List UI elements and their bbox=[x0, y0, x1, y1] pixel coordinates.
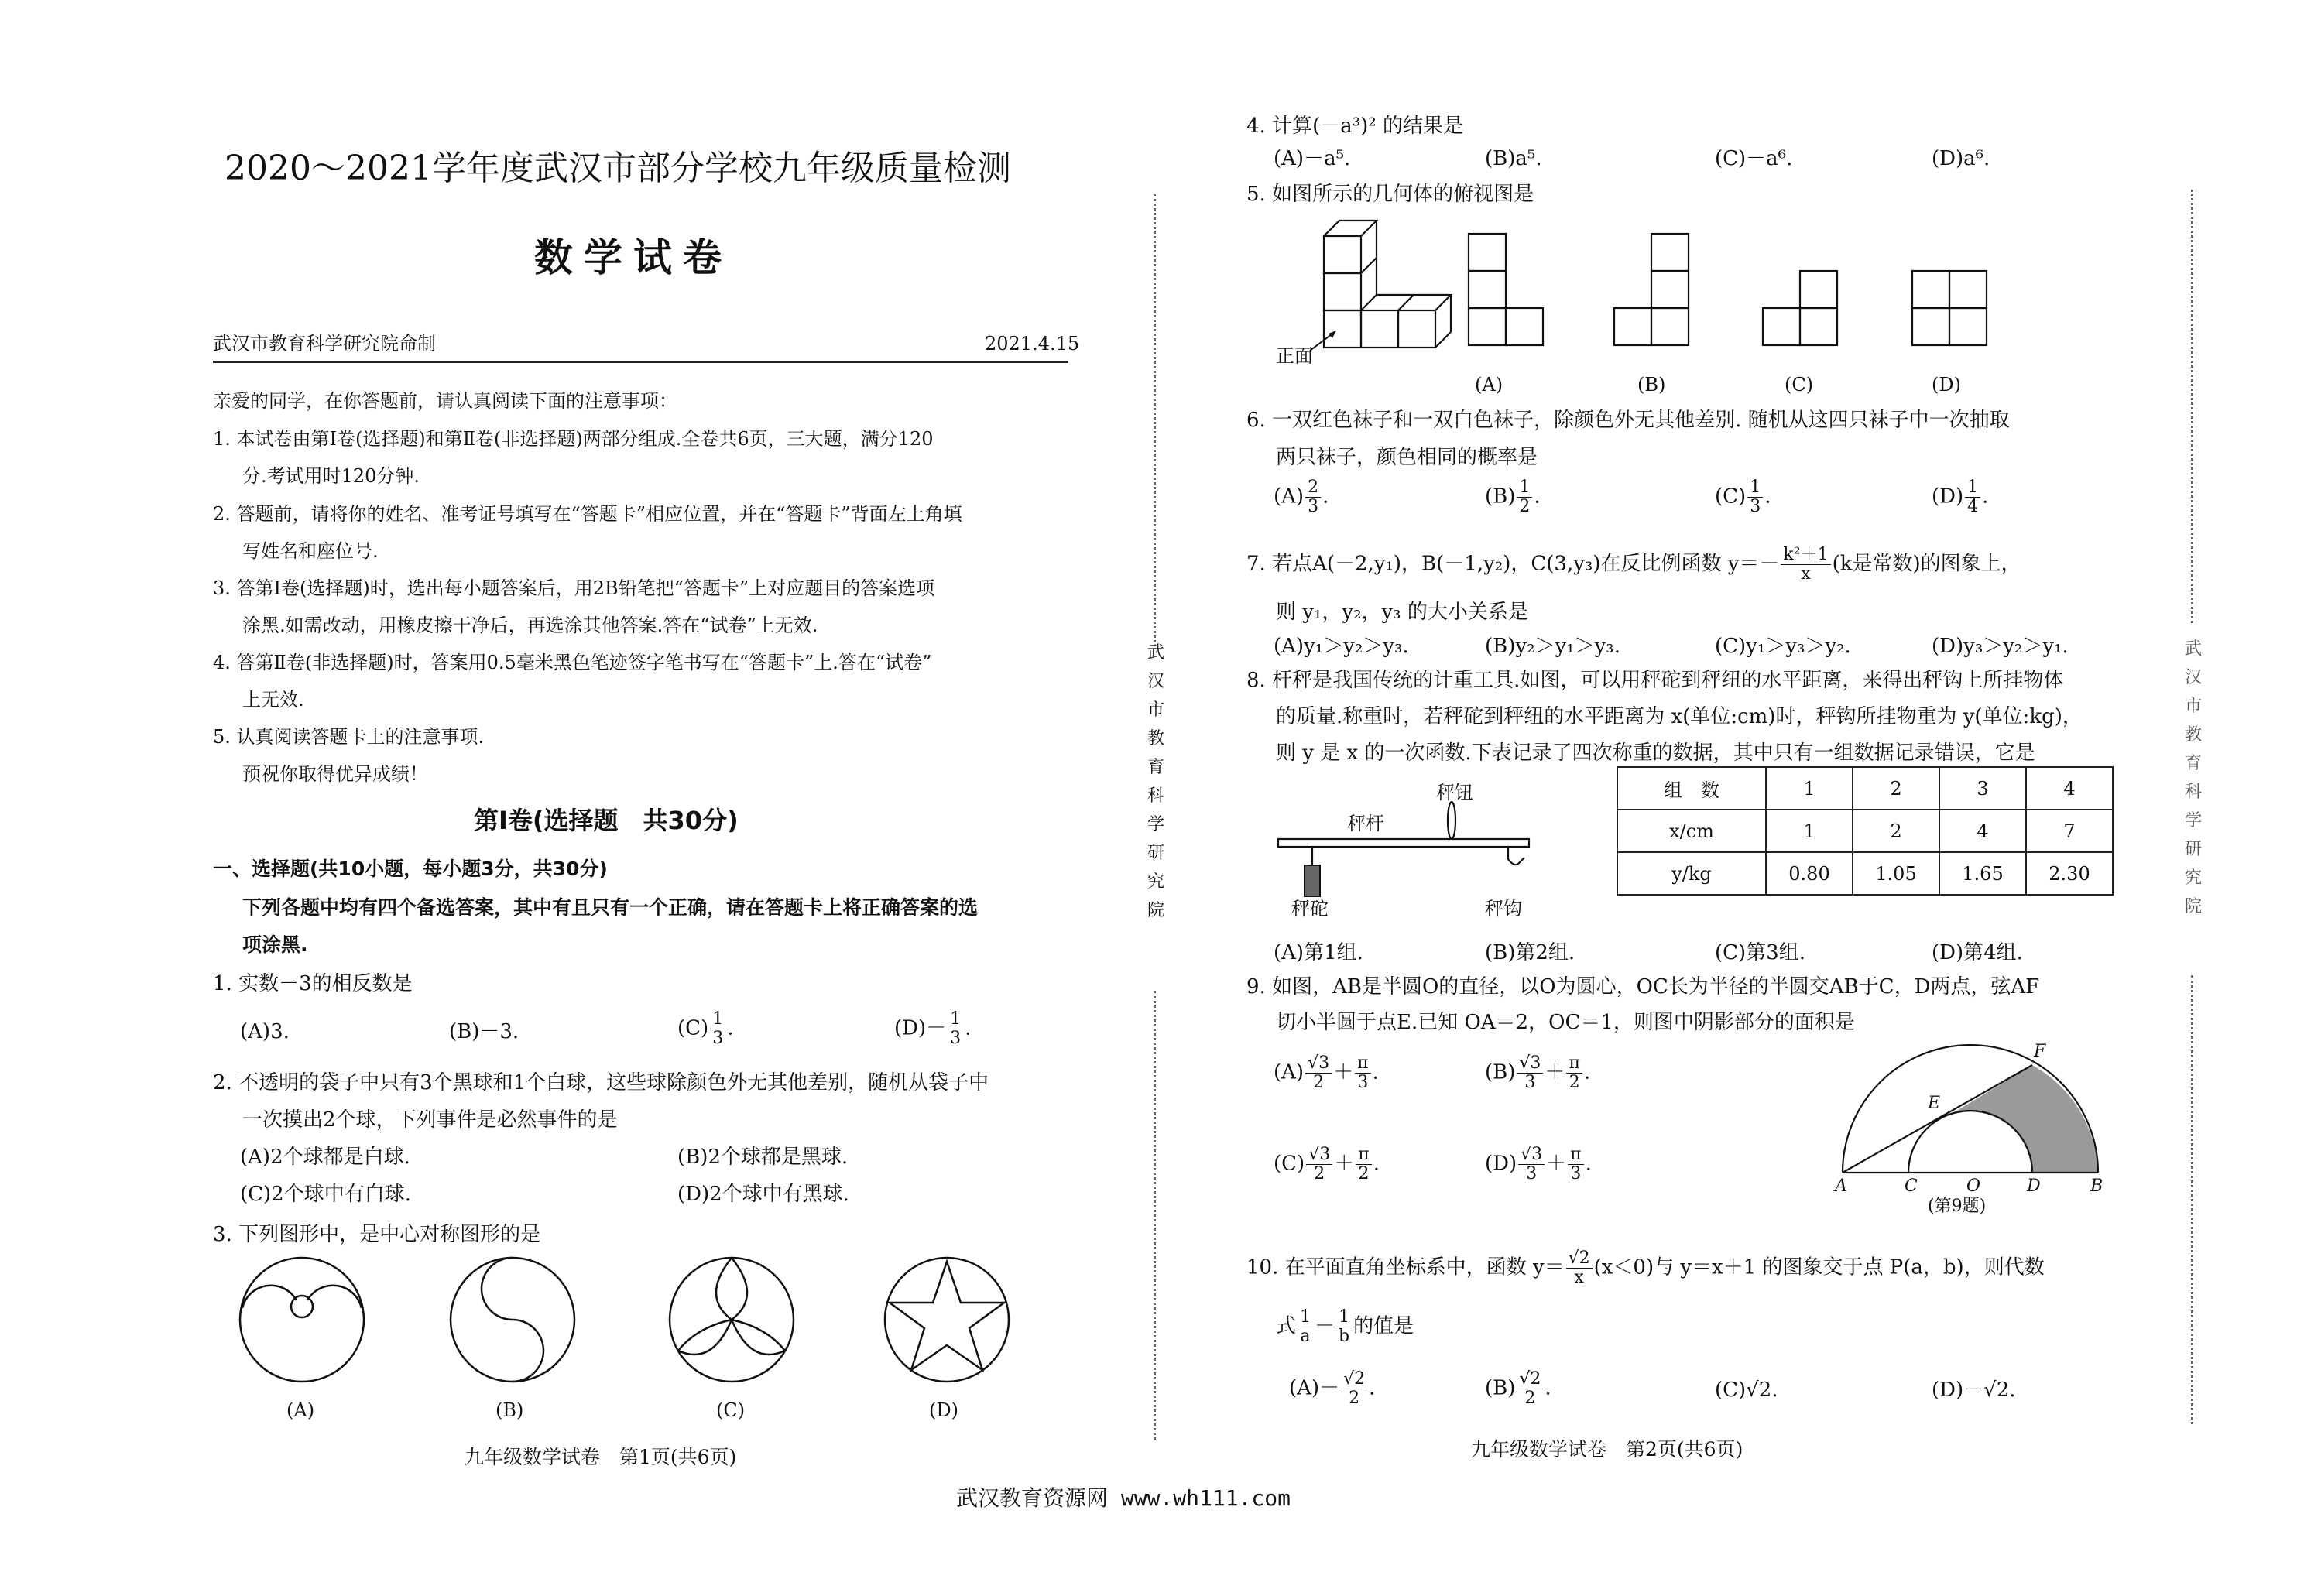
denominator: 3 bbox=[1750, 497, 1761, 516]
q6-option-b-fraction bbox=[1517, 478, 1532, 516]
table-cell: 2 bbox=[1853, 810, 1939, 852]
denominator: 3 bbox=[1357, 1073, 1369, 1092]
q7-stem-suffix: (k是常数)的图象上， bbox=[1832, 552, 2021, 576]
plus-sign: ＋ bbox=[1333, 1060, 1354, 1084]
q5-label-a: (A) bbox=[1475, 374, 1503, 396]
q9-semicircle-figure bbox=[1843, 1037, 2106, 1192]
q6-option-b-prefix: (B) bbox=[1485, 485, 1516, 509]
q9-option-a-fraction bbox=[1305, 1054, 1332, 1092]
q3-label-a: (A) bbox=[286, 1399, 315, 1421]
q9-option-a: (A) $\frac{√3}{2}$ ＋ $\frac{\pi}{3}$ . bbox=[1274, 1053, 1379, 1092]
table-row bbox=[1617, 852, 2113, 895]
q9-point-e: E bbox=[1928, 1094, 1941, 1113]
notice-line: 2. 答题前，请将你的姓名、准考证号填写在“答题卡”相应位置，并在“答题卡”背面左上角填 bbox=[213, 503, 962, 525]
q5-label-d: (D) bbox=[1932, 374, 1961, 396]
plus-sign: ＋ bbox=[1334, 1152, 1355, 1176]
q6-stem: 6. 一双红色袜子和一双白色袜子，除颜色外无其他差别. 随机从这四只袜子中一次抽取 bbox=[1246, 409, 2010, 432]
q9-option-d: (D) $\frac{√3}{3}$ ＋ $\frac{\pi}{3}$ . bbox=[1485, 1145, 1592, 1183]
denominator: 2 bbox=[1524, 1389, 1536, 1408]
q5-stem: 5. 如图所示的几何体的俯视图是 bbox=[1246, 183, 1534, 206]
q6-option-d-fraction bbox=[1965, 478, 1980, 516]
numerator: √2 bbox=[1517, 1370, 1543, 1389]
q8-stem: 8. 杆秤是我国传统的计重工具.如图，可以用秤砣到秤纽的水平距离，来得出秤钩上所挂物体 bbox=[1246, 669, 2064, 692]
q6-option-c-prefix: (C) bbox=[1715, 485, 1747, 509]
q10-option-b: (B) $\frac{√2}{2}$ . bbox=[1485, 1369, 1551, 1408]
table-cell: 4 bbox=[1939, 810, 2026, 852]
q9-point-o: O bbox=[1966, 1176, 1981, 1196]
q6-option-a-fraction bbox=[1305, 478, 1321, 516]
q7-stem: 则 y₁，y₂，y₃ 的大小关系是 bbox=[1276, 601, 1528, 624]
binding-dotted-line bbox=[1154, 194, 1156, 642]
q8-stem: 则 y 是 x 的一次函数.下表记录了四次称重的数据，其中只有一组数据记录错误，它是 bbox=[1276, 741, 2035, 765]
q10-fraction bbox=[1298, 1308, 1313, 1346]
q6-option-d: (D) $\frac{1}{4}$ . bbox=[1932, 478, 1989, 516]
q10-option-a: (A)－ $\frac{√2}{2}$ . bbox=[1289, 1369, 1376, 1408]
q1-option-d-prefix: (D)－ bbox=[894, 1016, 947, 1040]
exam-title: 2020～2021学年度武汉市部分学校九年级质量检测 bbox=[225, 149, 1011, 188]
q5-label-b: (B) bbox=[1637, 374, 1666, 396]
numerator: π bbox=[1356, 1146, 1371, 1165]
q10-option-c: (C)√2. bbox=[1715, 1379, 1778, 1402]
numerator: √3 bbox=[1518, 1146, 1545, 1165]
q3-label-d: (D) bbox=[929, 1399, 958, 1421]
numerator: π bbox=[1566, 1054, 1582, 1074]
denominator: 2 bbox=[1313, 1073, 1325, 1092]
table-cell: 2 bbox=[1853, 767, 1939, 810]
q10-stem bbox=[1276, 1308, 1414, 1346]
numerator: √3 bbox=[1305, 1054, 1332, 1074]
denominator: 2 bbox=[1358, 1164, 1370, 1183]
denominator: 4 bbox=[1967, 497, 1979, 516]
numerator: 1 bbox=[710, 1010, 725, 1029]
q2-option-b: (B)2个球都是黑球. bbox=[677, 1146, 849, 1169]
q5-front-label: 正面 bbox=[1276, 345, 1313, 367]
q1-option-b: (B)－3. bbox=[449, 1020, 519, 1043]
q10-option-a-fraction bbox=[1341, 1370, 1367, 1408]
section-heading: 一、选择题(共10小题，每小题3分，共30分) bbox=[213, 858, 608, 880]
table-cell: 1 bbox=[1766, 810, 1853, 852]
section-instruction: 项涂黑. bbox=[242, 933, 308, 956]
q6-option-c: (C) $\frac{1}{3}$ . bbox=[1715, 478, 1771, 516]
q1-option-d: (D)－ $\frac{1}{3}$ . bbox=[894, 1009, 972, 1048]
q9-option-c: (C) $\frac{√3}{2}$ ＋ $\frac{\pi}{2}$ . bbox=[1274, 1145, 1380, 1183]
q9-option-a-prefix: (A) bbox=[1274, 1060, 1305, 1084]
q3-stem: 3. 下列图形中，是中心对称图形的是 bbox=[213, 1223, 541, 1246]
q7-option-d: (D)y₃＞y₂＞y₁. bbox=[1932, 635, 2069, 658]
q7-function-fraction bbox=[1781, 546, 1830, 584]
q9-option-c-fraction bbox=[1356, 1146, 1371, 1183]
q9-point-d: D bbox=[2027, 1176, 2041, 1196]
table-cell: 组 数 bbox=[1617, 767, 1766, 810]
q2-option-d: (D)2个球中有黑球. bbox=[677, 1183, 849, 1206]
numerator: 1 bbox=[1336, 1308, 1352, 1327]
numerator: √2 bbox=[1341, 1370, 1367, 1389]
q5-option-a-figure bbox=[1467, 232, 1545, 348]
q9-option-d-fraction bbox=[1568, 1146, 1583, 1183]
q9-option-d-fraction bbox=[1518, 1146, 1545, 1183]
q6-option-b: (B) $\frac{1}{2}$ . bbox=[1485, 478, 1541, 516]
q6-option-d-prefix: (D) bbox=[1932, 485, 1964, 509]
numerator: π bbox=[1568, 1146, 1583, 1165]
q8-stem: 的质量.称重时，若秤砣到秤纽的水平距离为 x(单位:cm)时，秤钩所挂物重为 y(单位:kg)， bbox=[1276, 705, 2083, 728]
margin-vertical-text: 武汉市教育科学研究院 bbox=[1147, 643, 1164, 920]
minus-sign: － bbox=[1315, 1314, 1335, 1338]
denominator: 2 bbox=[1349, 1389, 1360, 1408]
denominator: 3 bbox=[1570, 1164, 1582, 1183]
q1-option-c: (C) $\frac{1}{3}$ . bbox=[677, 1009, 734, 1048]
q8-knob-label: 秤钮 bbox=[1436, 782, 1473, 803]
table-cell: 3 bbox=[1939, 767, 2026, 810]
numerator: √3 bbox=[1517, 1054, 1543, 1074]
q10-stem-suffix: (x＜0)与 y＝x＋1 的图象交于点 P(a，b)，则代数 bbox=[1593, 1255, 2045, 1279]
numerator: 1 bbox=[1747, 478, 1763, 498]
q10-option-a-prefix: (A)－ bbox=[1289, 1376, 1340, 1400]
denominator: 2 bbox=[1314, 1164, 1325, 1183]
denominator: 3 bbox=[1308, 497, 1319, 516]
q6-option-a-prefix: (A) bbox=[1274, 485, 1305, 509]
q10-stem2-suffix: 的值是 bbox=[1353, 1314, 1414, 1338]
q9-point-c: C bbox=[1905, 1176, 1918, 1196]
q10-stem-prefix: 10. 在平面直角坐标系中，函数 y＝ bbox=[1246, 1255, 1565, 1279]
q10-stem2-prefix: 式 bbox=[1276, 1314, 1297, 1338]
q3-figure-d bbox=[881, 1254, 1013, 1385]
q1-option-d-fraction bbox=[948, 1010, 963, 1048]
plus-sign: ＋ bbox=[1545, 1060, 1565, 1084]
binding-dotted-line-right bbox=[2191, 975, 2193, 1424]
notice-line: 1. 本试卷由第Ⅰ卷(选择题)和第Ⅱ卷(非选择题)两部分组成.全卷共6页，三大题，满分120 bbox=[213, 428, 934, 450]
numerator: π bbox=[1355, 1054, 1370, 1074]
denominator: 3 bbox=[950, 1029, 962, 1048]
header-rule bbox=[213, 361, 1068, 363]
margin-vertical-text-right: 武汉市教育科学研究院 bbox=[2184, 639, 2202, 916]
q8-option-a: (A)第1组. bbox=[1274, 941, 1363, 964]
plus-sign: ＋ bbox=[1546, 1152, 1567, 1176]
q4-option-c: (C)－a⁶. bbox=[1715, 147, 1793, 170]
numerator: 1 bbox=[1965, 478, 1980, 498]
q4-option-d: (D)a⁶. bbox=[1932, 147, 1990, 170]
q9-option-b-fraction bbox=[1566, 1054, 1582, 1092]
denominator: x bbox=[1574, 1268, 1584, 1287]
q3-figure-b bbox=[447, 1254, 578, 1385]
q3-label-c: (C) bbox=[716, 1399, 746, 1421]
q4-stem: 4. 计算(－a³)² 的结果是 bbox=[1246, 115, 1463, 138]
numerator: 1 bbox=[948, 1010, 963, 1029]
table-cell: 2.30 bbox=[2026, 852, 2113, 895]
table-cell: 1.05 bbox=[1853, 852, 1939, 895]
table-row bbox=[1617, 767, 2113, 810]
q9-figure-caption: (第9题) bbox=[1928, 1197, 1987, 1216]
q1-option-c-prefix: (C) bbox=[677, 1016, 709, 1040]
q2-stem: 一次摸出2个球，下列事件是必然事件的是 bbox=[242, 1108, 618, 1132]
q9-option-b-fraction bbox=[1517, 1054, 1543, 1092]
numerator: √3 bbox=[1306, 1146, 1332, 1165]
q2-option-c: (C)2个球中有白球. bbox=[240, 1183, 411, 1206]
exam-subtitle: 数学试卷 bbox=[534, 235, 732, 280]
q8-data-table bbox=[1617, 766, 2114, 896]
q8-option-b: (B)第2组. bbox=[1485, 941, 1575, 964]
left-page-footer: 九年级数学试卷 第1页(共6页) bbox=[465, 1446, 737, 1468]
q4-option-a: (A)－a⁵. bbox=[1274, 147, 1351, 170]
q8-rod-label: 秤杆 bbox=[1347, 813, 1384, 834]
q8-option-d: (D)第4组. bbox=[1932, 941, 2023, 964]
binding-dotted-line bbox=[1154, 991, 1156, 1440]
notice-line: 5. 认真阅读答题卡上的注意事项. bbox=[213, 726, 485, 748]
q4-option-b: (B)a⁵. bbox=[1485, 147, 1542, 170]
q10-fraction bbox=[1336, 1308, 1352, 1346]
q5-option-b-figure bbox=[1613, 232, 1690, 348]
issuer: 武汉市教育科学研究院命制 bbox=[213, 333, 436, 354]
denominator: 2 bbox=[1519, 497, 1531, 516]
q7-stem bbox=[1246, 546, 2021, 584]
q5-option-c-figure bbox=[1761, 269, 1839, 347]
denominator: 3 bbox=[712, 1029, 724, 1048]
q10-option-d: (D)－√2. bbox=[1932, 1379, 2016, 1402]
numerator: 1 bbox=[1517, 478, 1532, 498]
part1-heading: 第Ⅰ卷(选择题 共30分) bbox=[474, 806, 739, 835]
table-cell: 0.80 bbox=[1766, 852, 1853, 895]
q9-option-c-prefix: (C) bbox=[1274, 1152, 1305, 1176]
notice-line: 上无效. bbox=[242, 689, 304, 711]
q3-figure-c bbox=[666, 1254, 797, 1385]
notice-intro: 亲爱的同学，在你答题前，请认真阅读下面的注意事项： bbox=[213, 390, 677, 412]
q9-point-f: F bbox=[2034, 1042, 2046, 1061]
notice-line: 3. 答第Ⅰ卷(选择题)时，选出每小题答案后，用2B铅笔把“答题卡”上对应题目的答案选项 bbox=[213, 577, 935, 599]
table-cell: 7 bbox=[2026, 810, 2113, 852]
bottom-watermark: 武汉教育资源网 www.wh111.com bbox=[956, 1485, 1291, 1511]
q10-function-fraction bbox=[1566, 1249, 1593, 1287]
numerator: √2 bbox=[1566, 1249, 1593, 1269]
q7-stem-prefix: 7. 若点A(－2,y₁)，B(－1,y₂)，C(3,y₃)在反比例函数 y＝－ bbox=[1246, 552, 1780, 576]
notice-line: 涂黑.如需改动，用橡皮擦干净后，再选涂其他答案.答在“试卷”上无效. bbox=[242, 615, 818, 636]
q5-option-d-figure bbox=[1911, 269, 1988, 347]
q10-stem bbox=[1246, 1249, 2045, 1287]
q9-option-d-prefix: (D) bbox=[1485, 1152, 1517, 1176]
numerator: 1 bbox=[1298, 1308, 1313, 1327]
q9-option-a-fraction bbox=[1355, 1054, 1370, 1092]
q9-stem: 切小半圆于点E.已知 OA＝2，OC＝1，则图中阴影部分的面积是 bbox=[1276, 1011, 1855, 1034]
denominator: 2 bbox=[1569, 1073, 1580, 1092]
q6-option-a: (A) $\frac{2}{3}$ . bbox=[1274, 478, 1329, 516]
q8-option-c: (C)第3组. bbox=[1715, 941, 1805, 964]
q7-option-a: (A)y₁＞y₂＞y₃. bbox=[1274, 635, 1409, 658]
table-cell: 1 bbox=[1766, 767, 1853, 810]
table-row bbox=[1617, 810, 2113, 852]
q9-point-a: A bbox=[1835, 1176, 1847, 1196]
q5-front-arrow-icon bbox=[1308, 329, 1339, 352]
q7-option-b: (B)y₂＞y₁＞y₃. bbox=[1485, 635, 1620, 658]
numerator: k²＋1 bbox=[1781, 546, 1830, 565]
q7-option-c: (C)y₁＞y₃＞y₂. bbox=[1715, 635, 1851, 658]
q8-steelyard-figure bbox=[1274, 782, 1537, 913]
q9-stem: 9. 如图，AB是半圆O的直径，以O为圆心，OC长为半径的半圆交AB于C，D两点，弦AF bbox=[1246, 975, 2040, 998]
q9-option-b-prefix: (B) bbox=[1485, 1060, 1516, 1084]
table-cell: 4 bbox=[2026, 767, 2113, 810]
section-instruction: 下列各题中均有四个备选答案，其中有且只有一个正确，请在答题卡上将正确答案的选 bbox=[242, 896, 979, 919]
table-cell: y/kg bbox=[1617, 852, 1766, 895]
q2-stem: 2. 不透明的袋子中只有3个黑球和1个白球，这些球除颜色外无其他差别，随机从袋子中 bbox=[213, 1071, 989, 1094]
q5-label-c: (C) bbox=[1785, 374, 1814, 396]
denominator: 3 bbox=[1526, 1164, 1538, 1183]
q8-weight-label: 秤砣 bbox=[1291, 898, 1329, 920]
notice-line: 预祝你取得优异成绩！ bbox=[242, 763, 428, 785]
binding-dotted-line-right bbox=[2191, 190, 2193, 623]
notice-line: 写姓名和座位号. bbox=[242, 540, 379, 562]
table-cell: x/cm bbox=[1617, 810, 1766, 852]
denominator: b bbox=[1339, 1327, 1350, 1346]
q2-option-a: (A)2个球都是白球. bbox=[240, 1146, 410, 1169]
q3-figure-a bbox=[236, 1254, 368, 1385]
q9-option-b: (B) $\frac{√3}{3}$ ＋ $\frac{\pi}{2}$ . bbox=[1485, 1053, 1591, 1092]
q1-option-a: (A)3. bbox=[240, 1020, 290, 1043]
q10-option-b-prefix: (B) bbox=[1485, 1376, 1516, 1400]
table-cell: 1.65 bbox=[1939, 852, 2026, 895]
q8-hook-label: 秤钩 bbox=[1485, 898, 1522, 920]
q6-stem: 两只袜子，颜色相同的概率是 bbox=[1276, 446, 1538, 469]
notice-line: 4. 答第Ⅱ卷(非选择题)时，答案用0.5毫米黑色笔迹签字笔书写在“答题卡”上.答在“试卷” bbox=[213, 652, 932, 673]
q10-option-b-fraction bbox=[1517, 1370, 1543, 1408]
notice-line: 分.考试用时120分钟. bbox=[242, 465, 420, 487]
denominator: 3 bbox=[1524, 1073, 1536, 1092]
q9-option-c-fraction bbox=[1306, 1146, 1332, 1183]
q6-option-c-fraction bbox=[1747, 478, 1763, 516]
denominator: x bbox=[1801, 564, 1811, 584]
q1-stem: 1. 实数－3的相反数是 bbox=[213, 972, 413, 995]
q1-option-c-fraction bbox=[710, 1010, 725, 1048]
denominator: a bbox=[1300, 1327, 1311, 1346]
exam-date: 2021.4.15 bbox=[985, 333, 1080, 354]
q9-point-b: B bbox=[2090, 1176, 2103, 1196]
numerator: 2 bbox=[1305, 478, 1321, 498]
q3-label-b: (B) bbox=[495, 1399, 524, 1421]
right-page-footer: 九年级数学试卷 第2页(共6页) bbox=[1471, 1438, 1743, 1461]
